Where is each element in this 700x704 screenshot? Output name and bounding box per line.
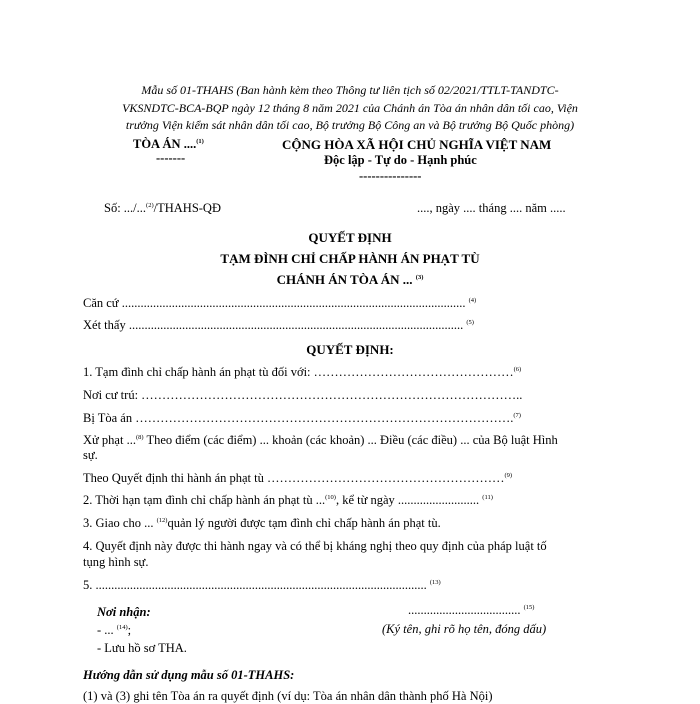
execution-decision-line: Theo Quyết định thi hành án phạt tù …………………………………………………$^{(9)}$ xyxy=(83,471,513,485)
note-13: (13) xyxy=(429,579,441,586)
note-4: (4) xyxy=(468,297,477,304)
national-title: CỘNG HÒA XÃ HỘI CHỦ NGHĨA VIỆT NAM xyxy=(282,137,552,152)
note-8: (8) xyxy=(135,434,144,441)
note-2: (2) xyxy=(146,202,154,209)
motto-divider: --------------- xyxy=(359,169,422,183)
usage-guide-note-1: (1) và (3) ghi tên Tòa án ra quyết định (ví dụ: Tòa án nhân dân thành phố Hà Nội) xyxy=(83,689,493,703)
note-7: (7) xyxy=(513,412,521,419)
note-14: (14) xyxy=(116,624,128,631)
court-divider: ------- xyxy=(156,151,186,165)
residence-line: Nơi cư trú: ……………………………………………………………………………….. xyxy=(83,388,523,402)
note-9: (9) xyxy=(504,472,513,479)
item-3: 3. Giao cho ... $^{(12)}$quản lý người được tạm đình chỉ chấp hành án phạt tù. xyxy=(83,516,441,530)
decision-subject: TẠM ĐÌNH CHỈ CHẤP HÀNH ÁN PHẠT TÙ xyxy=(220,251,480,266)
basis-line: Căn cứ .............................................................................................................. $^{(4)}$ xyxy=(83,296,477,310)
item-4: 4. Quyết định này được thi hành ngay và có thể bị kháng nghị theo quy định của pháp luật tố xyxy=(83,539,547,553)
item-4-end: tụng hình sự. xyxy=(83,555,149,569)
recipient-1: - ... $^{(14)}$; xyxy=(97,623,132,637)
note-15: (15) xyxy=(523,604,535,611)
note-5: (5) xyxy=(466,319,474,326)
item-5: 5. .......................................................................................................... $^{(13)}$ xyxy=(83,578,441,592)
consideration-line: Xét thấy ........................................................................................................... $^{(5)}$ xyxy=(83,318,474,332)
note-1: (1) xyxy=(196,138,204,145)
note-10: (10) xyxy=(325,494,336,501)
decision-title: QUYẾT ĐỊNH xyxy=(308,230,392,245)
intro-line-2: VKSNDTC-BCA-BQP ngày 12 tháng 8 năm 2021 của Chánh án Tòa án nhân dân tối cao, Viện xyxy=(122,100,578,115)
intro-line-3: trưởng Viện kiểm sát nhân dân tối cao, Bộ trưởng Bộ Công an và Bộ trưởng Bộ Quốc phòng) xyxy=(125,118,575,132)
intro-line-1: Mẫu số 01-THAHS (Ban hành kèm theo Thông tư liên tịch số 02/2021/TTLT-TANDTC- xyxy=(141,83,559,97)
item-2: 2. Thời hạn tạm đình chỉ chấp hành án phạt tù ...$^{(10)}$, kể từ ngày .......................... $^{(11)}$ xyxy=(83,493,493,507)
note-12: (12) xyxy=(156,517,168,524)
recipient-2: - Lưu hồ sơ THA. xyxy=(97,641,187,655)
signature-caption: (Ký tên, ghi rõ họ tên, đóng dấu) xyxy=(382,622,547,636)
document-date: ...., ngày .... tháng .... năm ..... xyxy=(417,201,566,215)
court-line: Bị Tòa án ……………………………………………………………………………….$^{(7)}$ xyxy=(83,411,521,425)
usage-guide-heading: Hướng dẫn sử dụng mẫu số 01-THAHS: xyxy=(83,668,295,682)
note-11: (11) xyxy=(482,494,493,501)
item-1: 1. Tạm đình chỉ chấp hành án phạt tù đối với: …………………………………………$^{(6)}$ xyxy=(83,365,522,379)
decision-heading: QUYẾT ĐỊNH: xyxy=(306,342,394,357)
national-motto: Độc lập - Tự do - Hạnh phúc xyxy=(324,153,477,167)
signature-line: .................................... $^{(15)}$ xyxy=(408,603,535,617)
form-intro xyxy=(100,82,600,135)
sentence-line-end: sự. xyxy=(83,448,98,462)
note-3: (3) xyxy=(415,274,424,281)
document-number: Số: .../...$^{(2)}$/THAHS-QĐ xyxy=(104,201,221,215)
sentence-line: Xử phạt ...$^{(8)}$ Theo điểm (các điểm) ... khoản (các khoản) ... Điều (các điều) ... của Bộ luật Hình xyxy=(83,433,558,447)
recipients-heading: Nơi nhận: xyxy=(97,605,151,619)
court-name: TÒA ÁN ....$^{(1)}$ xyxy=(133,137,204,151)
decision-authority: CHÁNH ÁN TÒA ÁN ... $^{(3)}$ xyxy=(276,272,424,287)
note-6: (6) xyxy=(513,366,522,373)
